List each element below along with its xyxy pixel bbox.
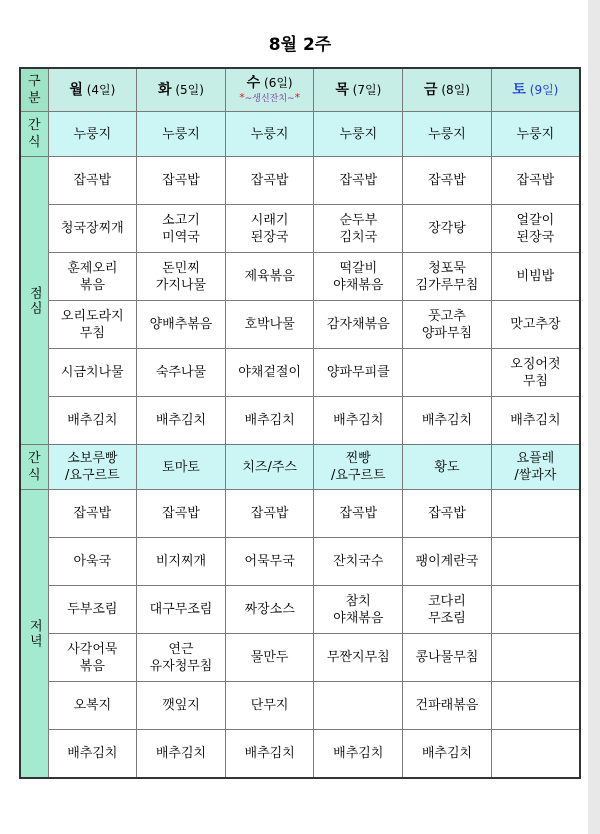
menu-cell: 사각어묵 볶음 xyxy=(48,634,137,682)
menu-cell: 잡곡밥 xyxy=(137,490,226,538)
menu-cell: 잡곡밥 xyxy=(137,157,226,205)
menu-cell: 무짠지무침 xyxy=(314,634,403,682)
menu-cell: 배추김치 xyxy=(225,397,314,445)
menu-cell: 누룽지 xyxy=(314,112,403,157)
birthday-note xyxy=(228,92,312,105)
lunch-row xyxy=(20,157,580,205)
menu-cell: 잡곡밥 xyxy=(225,157,314,205)
menu-cell: 배추김치 xyxy=(225,730,314,779)
menu-cell: 찐빵 /요구르트 xyxy=(314,445,403,490)
menu-cell: 단무지 xyxy=(225,682,314,730)
day-name: 목 xyxy=(335,81,349,98)
menu-cell: 청국장찌개 xyxy=(48,205,137,253)
lunch-row xyxy=(20,253,580,301)
menu-cell: 풋고추 양파무침 xyxy=(403,301,492,349)
menu-cell: 양파무피클 xyxy=(314,349,403,397)
menu-cell: 배추김치 xyxy=(314,730,403,779)
snack1-row xyxy=(20,112,580,157)
day-date: (4일) xyxy=(82,82,116,97)
day-date: (9일) xyxy=(525,82,559,97)
menu-cell xyxy=(314,682,403,730)
snack2-row xyxy=(20,445,580,490)
note-text: ~생신잔치~ xyxy=(244,94,295,104)
day-header xyxy=(403,68,492,112)
menu-cell xyxy=(491,682,580,730)
menu-cell: 잡곡밥 xyxy=(48,157,137,205)
day-header xyxy=(314,68,403,112)
menu-cell: 잡곡밥 xyxy=(225,490,314,538)
menu-cell: 오복지 xyxy=(48,682,137,730)
menu-cell: 야채겉절이 xyxy=(225,349,314,397)
menu-cell: 누룽지 xyxy=(491,112,580,157)
menu-cell: 요플레 /쌀과자 xyxy=(491,445,580,490)
menu-cell: 잡곡밥 xyxy=(403,490,492,538)
menu-cell: 연근 유자청무침 xyxy=(137,634,226,682)
dinner-row xyxy=(20,682,580,730)
star-icon: * xyxy=(294,91,301,104)
day-header xyxy=(137,68,226,112)
weekly-menu-table xyxy=(19,67,581,779)
day-date: (8일) xyxy=(437,82,470,97)
menu-cell: 숙주나물 xyxy=(137,349,226,397)
lunch-row xyxy=(20,205,580,253)
menu-cell: 잡곡밥 xyxy=(491,157,580,205)
day-header xyxy=(225,68,314,112)
menu-cell: 팽이계란국 xyxy=(403,538,492,586)
dinner-row xyxy=(20,586,580,634)
menu-cell: 누룽지 xyxy=(137,112,226,157)
menu-cell: 시금치나물 xyxy=(48,349,137,397)
menu-cell: 비빔밥 xyxy=(491,253,580,301)
menu-cell: 감자채볶음 xyxy=(314,301,403,349)
day-name: 금 xyxy=(423,81,438,98)
menu-cell: 잔치국수 xyxy=(314,538,403,586)
menu-cell: 두부조림 xyxy=(48,586,137,634)
menu-cell: 깻잎지 xyxy=(137,682,226,730)
menu-cell xyxy=(491,730,580,779)
menu-cell: 떡갈비 야채볶음 xyxy=(314,253,403,301)
menu-cell: 얼갈이 된장국 xyxy=(491,205,580,253)
day-date: (7일) xyxy=(348,82,382,97)
menu-cell: 시래기 된장국 xyxy=(225,205,314,253)
menu-cell: 콩나물무침 xyxy=(403,634,492,682)
header-row xyxy=(20,68,580,112)
dinner-row xyxy=(20,490,580,538)
star-icon: * xyxy=(239,91,245,104)
menu-cell: 배추김치 xyxy=(403,397,492,445)
dinner-label: 저녁 xyxy=(20,490,48,779)
menu-cell: 훈제오리 볶음 xyxy=(48,253,137,301)
day-name: 화 xyxy=(158,81,172,98)
menu-cell: 순두부 김치국 xyxy=(314,205,403,253)
menu-cell: 잡곡밥 xyxy=(403,157,492,205)
menu-cell xyxy=(491,538,580,586)
menu-cell: 배추김치 xyxy=(137,730,226,779)
menu-cell: 잡곡밥 xyxy=(314,157,403,205)
menu-cell xyxy=(491,490,580,538)
menu-cell: 오리도라지 무침 xyxy=(48,301,137,349)
day-name: 수 xyxy=(246,75,261,91)
menu-cell: 제육볶음 xyxy=(225,253,314,301)
menu-cell: 배추김치 xyxy=(491,397,580,445)
menu-cell: 참치 야채볶음 xyxy=(314,586,403,634)
menu-cell: 짜장소스 xyxy=(225,586,314,634)
menu-cell: 호박나물 xyxy=(225,301,314,349)
menu-cell: 배추김치 xyxy=(48,730,137,779)
menu-cell xyxy=(403,349,492,397)
menu-cell: 소고기 미역국 xyxy=(137,205,226,253)
menu-cell: 누룽지 xyxy=(225,112,314,157)
menu-cell: 배추김치 xyxy=(48,397,137,445)
day-name: 월 xyxy=(69,81,83,98)
menu-cell: 배추김치 xyxy=(403,730,492,779)
menu-cell: 누룽지 xyxy=(48,112,137,157)
menu-cell: 잡곡밥 xyxy=(48,490,137,538)
menu-cell: 어묵무국 xyxy=(225,538,314,586)
menu-cell: 배추김치 xyxy=(137,397,226,445)
lunch-row xyxy=(20,349,580,397)
menu-cell: 돈민찌 가지나물 xyxy=(137,253,226,301)
dinner-row xyxy=(20,538,580,586)
menu-cell: 장각탕 xyxy=(403,205,492,253)
menu-cell: 오징어젓 무침 xyxy=(491,349,580,397)
menu-cell: 잡곡밥 xyxy=(314,490,403,538)
menu-cell: 양배추볶음 xyxy=(137,301,226,349)
menu-cell: 건파래볶음 xyxy=(403,682,492,730)
menu-cell: 배추김치 xyxy=(314,397,403,445)
dinner-row xyxy=(20,730,580,779)
day-name: 토 xyxy=(512,81,526,98)
lunch-row xyxy=(20,397,580,445)
lunch-row xyxy=(20,301,580,349)
menu-cell: 물만두 xyxy=(225,634,314,682)
day-header xyxy=(491,68,580,112)
snack-label: 간식 xyxy=(20,112,48,157)
lunch-label: 점심 xyxy=(20,157,48,445)
menu-cell xyxy=(491,586,580,634)
day-date: (5일) xyxy=(171,82,204,97)
snack-label: 간식 xyxy=(20,445,48,490)
day-header xyxy=(48,68,137,112)
menu-cell: 치즈/주스 xyxy=(225,445,314,490)
page-title: 8월 2주 xyxy=(268,35,332,55)
header-label: 구분 xyxy=(20,68,48,112)
menu-cell: 황도 xyxy=(403,445,492,490)
menu-cell: 대구무조림 xyxy=(137,586,226,634)
menu-cell: 토마토 xyxy=(137,445,226,490)
menu-cell: 청포묵 김가루무침 xyxy=(403,253,492,301)
menu-cell: 맛고추장 xyxy=(491,301,580,349)
menu-cell: 비지찌개 xyxy=(137,538,226,586)
menu-cell: 아욱국 xyxy=(48,538,137,586)
menu-cell: 코다리 무조림 xyxy=(403,586,492,634)
menu-cell: 누룽지 xyxy=(403,112,492,157)
menu-cell: 소보루빵 /요구르트 xyxy=(48,445,137,490)
menu-cell xyxy=(491,634,580,682)
day-date: (6일) xyxy=(260,76,293,90)
dinner-row xyxy=(20,634,580,682)
